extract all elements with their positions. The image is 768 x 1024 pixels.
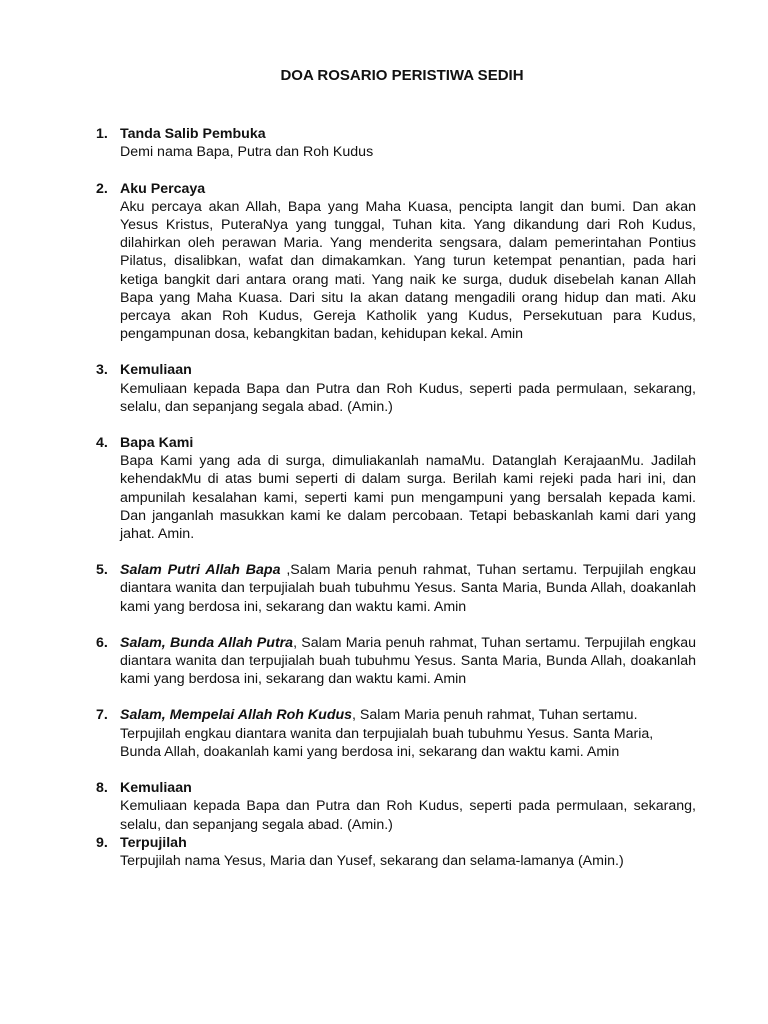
item-heading: Salam Putri Allah Bapa <box>120 562 281 579</box>
item-body: Aku percaya akan Allah, Bapa yang Maha Kuasa, pencipta langit dan bumi. Dan akan Yesus Kristus, PuteraNya yang tunggal, Tuhan kita. Yang dikandung dari Roh Kudus, dilahirkan oleh perawan Maria. Yang menderita sengsara, dalam pemerintahan Pontius Pilatus, disalibkan, wafat dan dimakamkan. Yang turun ketempat penantian, pada hari ketiga bangkit dari antara orang mati. Yang naik ke surga, duduk disebelah kanan Allah Bapa yang Maha Kuasa. Dari situ Ia akan datang mengadili orang hidup dan mati. Aku percaya akan Roh Kudus, Gereja Katholik yang Kudus, Persekutuan para Kudus, pengampunan dosa, kebangkitan badan, kehidupan kekal. Amin <box>120 198 696 343</box>
item-number: 9. <box>96 834 108 851</box>
list-item <box>96 706 696 761</box>
item-number: 4. <box>96 435 108 452</box>
item-body: Bapa Kami yang ada di surga, dimuliakanlah namaMu. Datanglah KerajaanMu. Jadilah kehendakMu di atas bumi seperti di dalam surga. Berilah kami rejeki pada hari ini, dan ampunilah kesalahan kami, seperti kami pun mengampuni yang bersalah kepada kami. Dan janganlah masukkan kami ke dalam percobaan. Tetapi bebaskanlah kami dari yang jahat. Amin. <box>120 453 696 543</box>
item-body: Demi nama Bapa, Putra dan Roh Kudus <box>120 144 374 161</box>
item-number: 2. <box>96 180 108 197</box>
item-body: Terpujilah nama Yesus, Maria dan Yusef, sekarang dan selama-lamanya (Amin.) <box>120 852 624 869</box>
item-body: Kemuliaan kepada Bapa dan Putra dan Roh Kudus, seperti pada permulaan, sekarang, selalu, dan sepanjang segala abad. (Amin.) <box>120 380 696 415</box>
item-number: 6. <box>96 634 108 651</box>
item-body-wrapper <box>120 634 696 689</box>
item-body-wrapper <box>120 561 696 616</box>
item-body: ,Salam Maria penuh rahmat, Tuhan sertamu. Terpujilah engkau diantara wanita dan terpujialah buah tubuhmu Yesus. Santa Maria, Bunda Allah, doakanlah kami yang berdosa ini, sekarang dan waktu kami. Amin <box>120 562 696 615</box>
item-body: , Salam Maria penuh rahmat, Tuhan sertamu. Terpujilah engkau diantara wanita dan terpujialah buah tubuhmu Yesus. Santa Maria, Bunda Allah, doakanlah kami yang berdosa ini, sekarang dan waktu kami. Amin <box>120 707 654 760</box>
item-number: 8. <box>96 780 108 797</box>
item-heading: Salam, Mempelai Allah Roh Kudus <box>120 707 353 724</box>
item-number: 1. <box>96 126 108 143</box>
prayer-list <box>96 125 696 870</box>
list-item <box>96 361 696 416</box>
list-item <box>96 834 696 870</box>
item-body-wrapper <box>120 706 696 761</box>
document-title: DOA ROSARIO PERISTIWA SEDIH <box>280 67 524 84</box>
item-heading: Aku Percaya <box>120 180 206 197</box>
item-number: 3. <box>96 362 108 379</box>
item-number: 7. <box>96 707 108 724</box>
item-heading: Terpujilah <box>120 834 187 851</box>
item-body: Kemuliaan kepada Bapa dan Putra dan Roh Kudus, seperti pada permulaan, sekarang, selalu, dan sepanjang segala abad. (Amin.) <box>120 798 696 833</box>
list-item <box>96 561 696 616</box>
list-item <box>96 180 696 344</box>
list-item <box>96 634 696 689</box>
item-body: , Salam Maria penuh rahmat, Tuhan sertamu. Terpujilah engkau diantara wanita dan terpujialah buah tubuhmu Yesus. Santa Maria, Bunda Allah, doakanlah kami yang berdosa ini, sekarang dan waktu kami. Amin <box>120 634 696 688</box>
list-item <box>96 125 696 161</box>
item-number: 5. <box>96 562 108 579</box>
item-heading: Salam, Bunda Allah Putra <box>120 634 294 651</box>
item-heading: Kemuliaan <box>120 780 192 797</box>
item-heading: Tanda Salib Pembuka <box>120 126 266 143</box>
list-item <box>96 434 696 543</box>
item-heading: Kemuliaan <box>120 362 192 379</box>
item-heading: Bapa Kami <box>120 435 194 452</box>
list-item <box>96 779 696 834</box>
